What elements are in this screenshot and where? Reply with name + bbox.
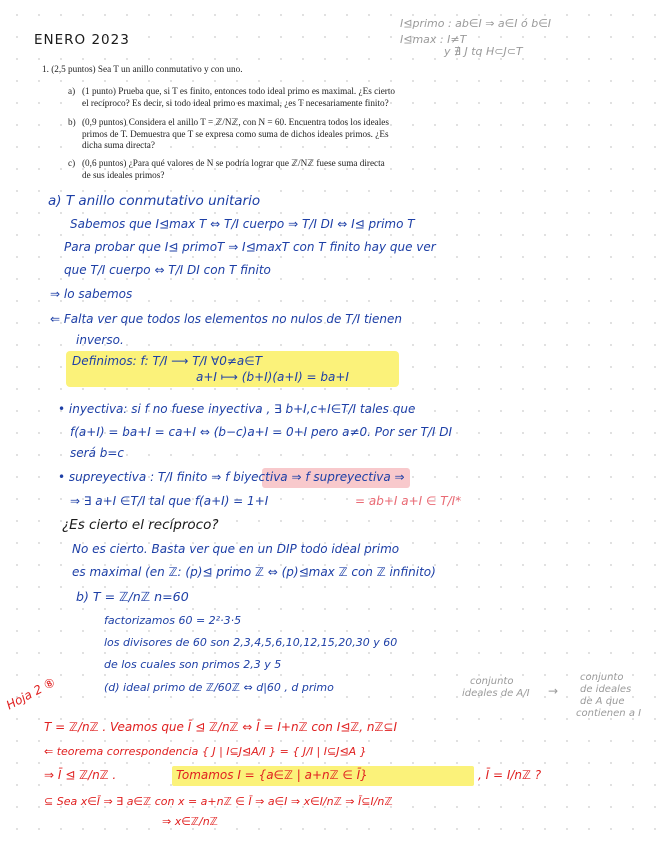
note-line: Sabemos que I⊴max T ⇔ T/I cuerpo ⇒ T/I DI ⇔ I⊴ primo T — [70, 217, 415, 231]
side-note: ideales de A/I — [462, 688, 530, 699]
item-letter: a) — [68, 86, 76, 96]
item-letter: c) — [68, 158, 76, 168]
side-note: contienen a I — [576, 708, 642, 719]
note-line: f(a+I) = ba+I = ca+I ⇔ (b−c)a+I = 0+I pero a≠0. Por ser T/I DI — [70, 425, 452, 439]
note-line: ⇒ ∃ a+I ∈T/I tal que f(a+I) = 1+I — [70, 494, 269, 508]
note-line: a) T anillo conmutativo unitario — [48, 193, 261, 209]
side-note: conjunto — [470, 676, 514, 687]
note-line: de los cuales son primos 2,3 y 5 — [104, 658, 282, 671]
item-line: (1 punto) Prueba que, si T es finito, entonces todo ideal primo es maximal. ¿Es cierto — [82, 86, 395, 96]
note-line: No es cierto. Basta ver que en un DIP todo ideal primo — [72, 542, 400, 556]
side-note: conjunto — [580, 672, 624, 683]
item-letter: b) — [68, 117, 76, 127]
header-note-max-cond: y ∄ J tq H⊂J⊂T — [444, 45, 523, 58]
note-line: inverso. — [76, 333, 124, 347]
item-line: el recíproco? Es decir, si todo ideal primo es maximal, ¿es T necesariamente finito? — [82, 97, 389, 108]
item-line: primos de T. Demuestra que T se expresa como suma de dichos ideales primos. ¿Es — [82, 128, 389, 139]
note-line: • inyectiva: si f no fuese inyectiva , ∃ b+I,c+I∈T/I tales que — [58, 402, 416, 416]
header-note-max: I⊴max : I≠T — [400, 33, 467, 46]
item-line: de sus ideales primos? — [82, 169, 165, 180]
note-line: • supreyectiva : T/I finito ⇒ f biyectiva ⇒ f supreyectiva ⇒ — [58, 470, 405, 484]
item-line: (0,6 puntos) ¿Para qué valores de N se podría lograr que ℤ/Nℤ fuese suma directa — [82, 158, 385, 168]
note-line: ⇒ lo sabemos — [50, 287, 133, 301]
sheet-reference: Hoja 2 ⑧ — [4, 675, 58, 713]
note-line: los divisores de 60 son 2,3,4,5,6,10,12,15,20,30 y 60 — [104, 636, 398, 649]
note-line: ⇐ Falta ver que todos los elementos no nulos de T/I tienen — [50, 312, 402, 326]
note-line: (d) ideal primo de ℤ/60ℤ ⇔ d|60 , d primo — [104, 681, 334, 694]
question-text: (2,5 puntos) Sea T un anillo conmutativo y con uno. — [51, 64, 243, 74]
note-line: b) T = ℤ/nℤ n=60 — [76, 589, 189, 604]
definition-line: Definimos: f: T/I ⟶ T/I ∀0≠a∈T — [72, 354, 263, 368]
header-note-prime: I⊴primo : ab∈I ⇒ a∈I ó b∈I — [400, 17, 552, 30]
side-arrow: → — [548, 684, 559, 698]
note-line: es maximal (en ℤ: (p)⊴ primo ℤ ⇔ (p)⊴max ℤ con ℤ infinito) — [72, 565, 436, 579]
note-heading: ¿Es cierto el recíproco? — [62, 517, 219, 533]
page-title: ENERO 2023 — [34, 32, 130, 48]
red-note-line: ⇒ x∈ℤ/nℤ — [162, 815, 218, 828]
definition-line: a+I ⟼ (b+I)(a+I) = ba+I — [196, 370, 349, 384]
side-note: de A que — [580, 696, 625, 707]
red-note-line: ⇐ teorema correspondencia { J | I⊆J⊴A/I } = { J/I | I⊆J⊴A } — [44, 745, 367, 758]
note-line: que T/I cuerpo ⇔ T/I DI con T finito — [64, 263, 271, 277]
red-note-line: ⇒ Ī ⊴ ℤ/nℤ . — [44, 768, 117, 782]
red-note-line: T = ℤ/nℤ . Veamos que Ī ⊴ ℤ/nℤ ⇔ Ī = I+nℤ con I⊴ℤ, nℤ⊆I — [44, 720, 397, 734]
note-line: factorizamos 60 = 2²·3·5 — [104, 614, 242, 627]
note-line-inverse: = ab+I a+I ∈ T/I* — [355, 494, 462, 508]
item-line: dicha suma directa? — [82, 140, 155, 150]
side-note: de ideales — [580, 684, 632, 695]
exam-item-a — [68, 86, 458, 109]
red-note-line: Tomamos I = {a∈ℤ | a+nℤ ∈ Ī} — [176, 768, 368, 782]
note-line: Para probar que I⊴ primoT ⇒ I⊴maxT con T finito hay que ver — [64, 240, 436, 254]
red-note-line: ⊆ Sea x∈Ī ⇒ ∃ a∈ℤ con x = a+nℤ ∈ Ī ⇒ a∈I ⇒ x∈I/nℤ ⇒ Ī⊆I/nℤ — [44, 795, 393, 808]
exam-question — [42, 64, 462, 76]
note-line: será b=c — [70, 446, 125, 460]
question-number: 1. — [42, 64, 49, 74]
exam-item-c — [68, 158, 458, 181]
item-line: (0,9 puntos) Considera el anillo T = ℤ/Nℤ, con N = 60. Encuentra todos los ideales — [82, 117, 389, 127]
red-note-line: , Ī = I/nℤ ? — [478, 768, 542, 782]
exam-item-b — [68, 117, 458, 152]
